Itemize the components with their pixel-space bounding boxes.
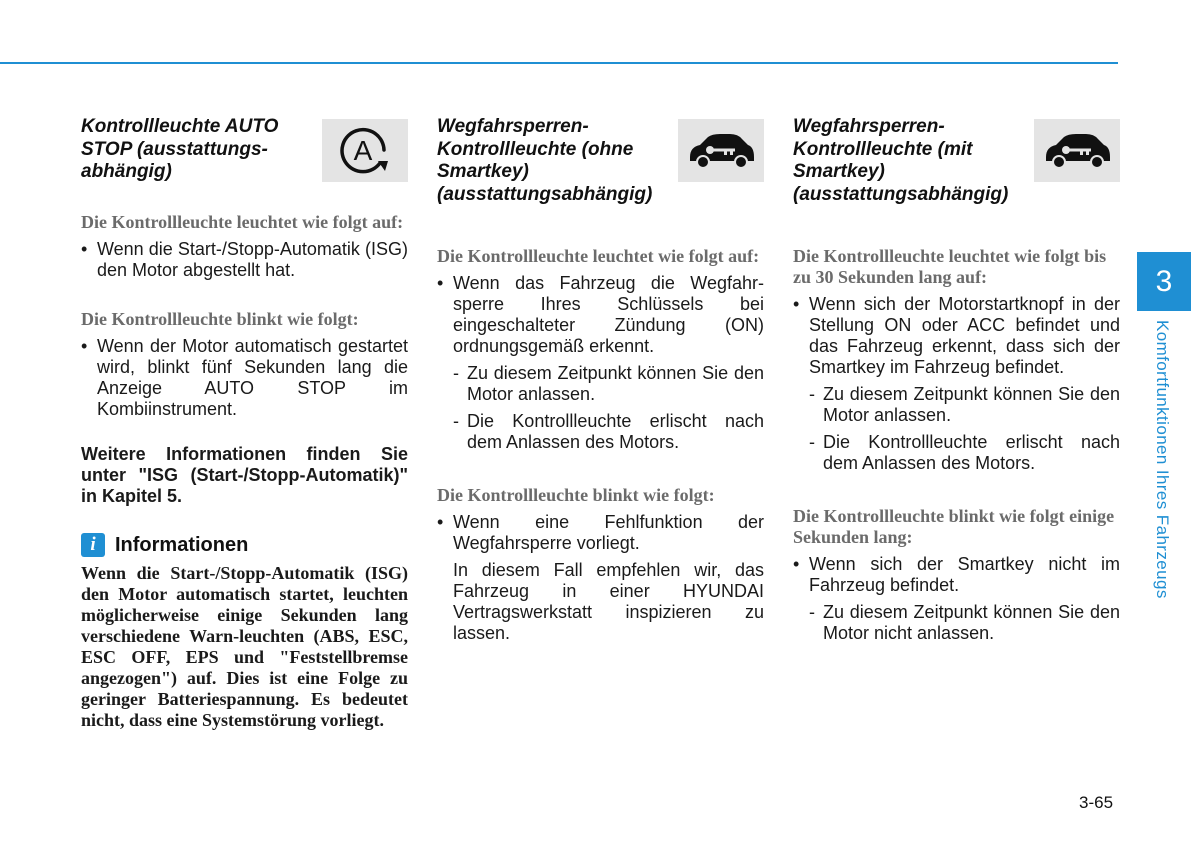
chapter-side-title: Komfortfunktionen Ihres Fahrzeugs xyxy=(1153,320,1172,599)
section-header xyxy=(793,116,1120,206)
bullet-item: • Wenn sich der Motorstartknopf in der Stellung ON oder ACC befindet und das Fahrzeug erkennt, dass sich der Smartkey im Fahrzeug befindet. xyxy=(793,294,1120,378)
page-number: 3-65 xyxy=(1079,793,1114,812)
section-title: Wegfahrsperren-Kontrollleuchte (ohne Smartkey) (ausstattungsabhängig) xyxy=(437,116,653,205)
bullet-item: • Wenn eine Fehlfunktion der Wegfahrsperre vorliegt. xyxy=(437,512,764,554)
car-key-icon xyxy=(1034,119,1120,182)
subheading-lights: Die Kontrollleuchte leuchtet wie folgt auf: xyxy=(81,212,404,232)
dash-item: - Zu diesem Zeitpunkt können Sie den Motor nicht anlassen. xyxy=(793,602,1120,644)
subheading-lights: Die Kontrollleuchte leuchtet wie folgt auf: xyxy=(437,246,760,266)
column-immobilizer-smartkey xyxy=(793,116,1120,650)
bullet-item: • Wenn die Start-/Stopp-Automatik (ISG) den Motor abgestellt hat. xyxy=(81,239,408,281)
subheading-blinks: Die Kontrollleuchte blinkt wie folgt einige Sekunden lang: xyxy=(793,506,1115,547)
section-header xyxy=(437,116,764,206)
chapter-number-tab: 3 xyxy=(1137,252,1191,311)
dash-item: - Zu diesem Zeitpunkt können Sie den Motor anlassen. xyxy=(437,363,764,405)
bullet-item: • Wenn der Motor automatisch gestartet wird, blinkt fünf Sekunden lang die Anzeige AUTO STOP im Kombiinstrument. xyxy=(81,336,408,420)
bullet-item: • Wenn sich der Smartkey nicht im Fahrzeug befindet. xyxy=(793,554,1120,596)
subheading-lights: Die Kontrollleuchte leuchtet wie folgt bis zu 30 Sekunden lang auf: xyxy=(793,246,1107,287)
section-header xyxy=(81,116,408,196)
reference-note: Weitere Informationen finden Sie unter "ISG (Start-/Stopp-Automatik)" in Kapitel 5. xyxy=(81,444,408,506)
top-rule xyxy=(0,62,1118,64)
paragraph: In diesem Fall empfehlen wir, das Fahrzeug in einer HYUNDAI Vertragswerkstatt inspizieren zu lassen. xyxy=(453,560,764,643)
column-auto-stop xyxy=(81,116,408,731)
dash-item: - Zu diesem Zeitpunkt können Sie den Motor anlassen. xyxy=(793,384,1120,426)
svg-text:A: A xyxy=(353,134,373,166)
bullet-item: • Wenn das Fahrzeug die Wegfahr-sperre Ihres Schlüssels bei eingeschalteter Zündung (ON) ordnungsgemäß erkennt. xyxy=(437,273,764,357)
car-key-icon xyxy=(678,119,764,182)
section-title: Wegfahrsperren-Kontrollleuchte (mit Smartkey) (ausstattungsabhängig) xyxy=(793,116,1009,205)
dash-item: - Die Kontrollleuchte erlischt nach dem Anlassen des Motors. xyxy=(793,432,1120,474)
section-title: Kontrollleuchte AUTO STOP (ausstattungs-abhängig) xyxy=(81,116,279,182)
subheading-blinks: Die Kontrollleuchte blinkt wie folgt: xyxy=(437,485,715,505)
info-text: Wenn die Start-/Stopp-Automatik (ISG) den Motor automatisch startet, leuchten möglicherweise einige Sekunden lang verschiedene Warn-leuchten (ABS, ESC, ESC OFF, EPS und "Feststellbremse angezogen") auf. Dies ist eine Folge zu geringer Batteriespannung. Es bedeutet nicht, dass eine Systemstörung vorliegt. xyxy=(81,563,408,730)
auto-stop-icon xyxy=(322,119,408,182)
info-title: Informationen xyxy=(115,533,249,556)
info-header xyxy=(81,533,408,557)
column-immobilizer-no-smartkey xyxy=(437,116,764,650)
subheading-blinks: Die Kontrollleuchte blinkt wie folgt: xyxy=(81,309,359,329)
dash-item: - Die Kontrollleuchte erlischt nach dem Anlassen des Motors. xyxy=(437,411,764,453)
info-icon: i xyxy=(81,533,105,557)
